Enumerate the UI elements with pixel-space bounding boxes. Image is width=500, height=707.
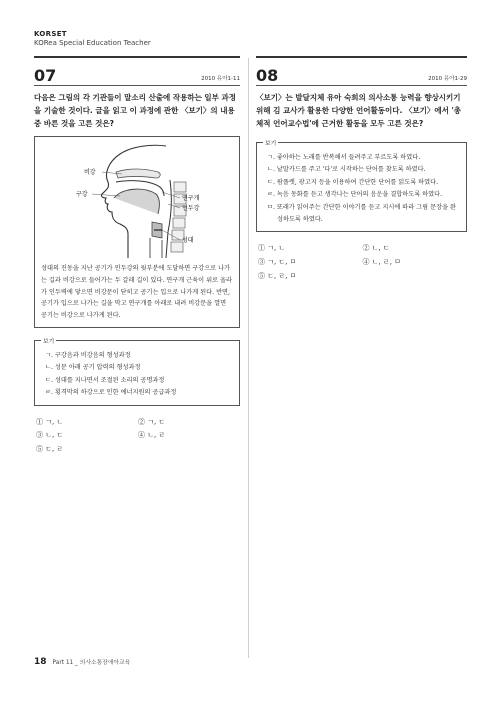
choice-5[interactable]: ⑤ ㄷ, ㄹ (36, 444, 64, 453)
answer-choices (34, 416, 240, 456)
question-07-header (34, 58, 240, 86)
choice-2[interactable]: ② ㄴ, ㄷ (362, 244, 390, 253)
figure-description: 성대의 진동을 지난 공기가 인두강의 윗부분에 도달하면 구강으로 나가는 길과 비강으로 들어가는 두 갈래 길이 있다. 연구개 근육이 위로 올라가 인두벽에 닿으면 비강문이 닫히고 공기는 입으로 나가게 된다. 반면, 공기가 입으로 나가는 길을 막고 연구개를 아래로 내려 비강문을 열면 공기는 비강으로 나가게 된다. (41, 265, 232, 320)
bogi-tag: 보기 (263, 138, 278, 147)
question-number: 08 (256, 66, 279, 85)
choice-2[interactable]: ② ㄱ, ㄷ (138, 417, 166, 426)
vocal-tract-diagram (62, 142, 212, 260)
label-oral-cavity: 구강 (76, 191, 88, 198)
question-source: 2010 유아1-11 (201, 76, 240, 82)
brand-subtitle: KORea Special Education Teacher (34, 39, 151, 47)
page-footer (34, 657, 130, 667)
page-number: 18 (34, 657, 47, 667)
bogi-item: ㄴ. 낱말카드를 주고 '다'로 시작하는 단어를 찾도록 하였다. (267, 166, 426, 174)
question-08 (256, 58, 467, 282)
choice-5[interactable]: ⑤ ㄷ, ㄹ, ㅁ (258, 271, 297, 280)
question-stem: 다음은 그림의 각 기관들이 말소리 산출에 작용하는 일부 과정을 기술한 것이다. 글을 읽고 이 과정에 관한 〈보기〉의 내용 중 바른 것을 고른 것은? (34, 93, 237, 128)
bogi-item: ㄷ. 성대를 지나면서 조절된 소리의 공명과정 (45, 376, 165, 384)
choice-3[interactable]: ③ ㄱ, ㄷ, ㅁ (258, 258, 297, 267)
question-source: 2010 유아1-29 (428, 76, 467, 82)
choice-4[interactable]: ④ ㄴ, ㄹ (138, 431, 166, 440)
question-stem: 〈보기〉는 발달지체 유아 숙희의 의사소통 능력을 향상시키기 위해 김 교사가 활용한 다양한 언어활동이다. 〈보기〉에서 '총체적 언어교수법'에 근거한 활동을 모두 고른 것은? (256, 93, 462, 128)
bogi-item: ㅁ. 또래가 읽어주는 간단한 이야기를 듣고 지시에 따라 그림 문장을 완성하도록 하였다. (267, 203, 456, 224)
label-pharynx: 인두강 (182, 205, 200, 212)
label-nasal-cavity: 비강 (84, 169, 96, 176)
brand-name: KORSET (34, 30, 67, 38)
question-number: 07 (34, 66, 57, 85)
question-08-header (256, 58, 467, 86)
label-velum: 연구개 (182, 195, 200, 202)
bogi-tag: 보기 (41, 336, 56, 345)
bogi-item: ㄹ. 녹음 동화를 듣고 생각나는 단어의 음운을 결합하도록 하였다. (267, 191, 443, 199)
page-header (34, 30, 151, 48)
part-title: Part 11 _ 의사소통장애아교육 (52, 660, 131, 666)
choice-1[interactable]: ① ㄱ, ㄴ (36, 417, 64, 426)
bogi-box (34, 340, 240, 406)
answer-choices (256, 242, 467, 282)
question-07 (34, 58, 240, 455)
choice-1[interactable]: ① ㄱ, ㄴ (258, 244, 286, 253)
choice-4[interactable]: ④ ㄴ, ㄹ, ㅁ (362, 258, 401, 267)
bogi-item: ㄹ. 횡격막의 하강으로 인한 에너지원의 공급과정 (45, 389, 177, 397)
column-divider (248, 58, 249, 658)
bogi-box (256, 142, 467, 232)
bogi-item: ㄱ. 좋아하는 노래를 반복해서 들려주고 부르도록 하였다. (267, 154, 421, 161)
figure-box (34, 136, 240, 328)
label-vocal-folds: 성대 (182, 237, 194, 244)
choice-3[interactable]: ③ ㄴ, ㄷ (36, 431, 64, 440)
bogi-item: ㄷ. 팜플렛, 광고지 등을 이용하여 간단한 단어를 읽도록 하였다. (267, 178, 439, 186)
bogi-item: ㄱ. 구강음과 비강음의 형성과정 (45, 351, 131, 359)
bogi-item: ㄴ. 성문 아래 공기 압력의 형성과정 (45, 364, 141, 372)
